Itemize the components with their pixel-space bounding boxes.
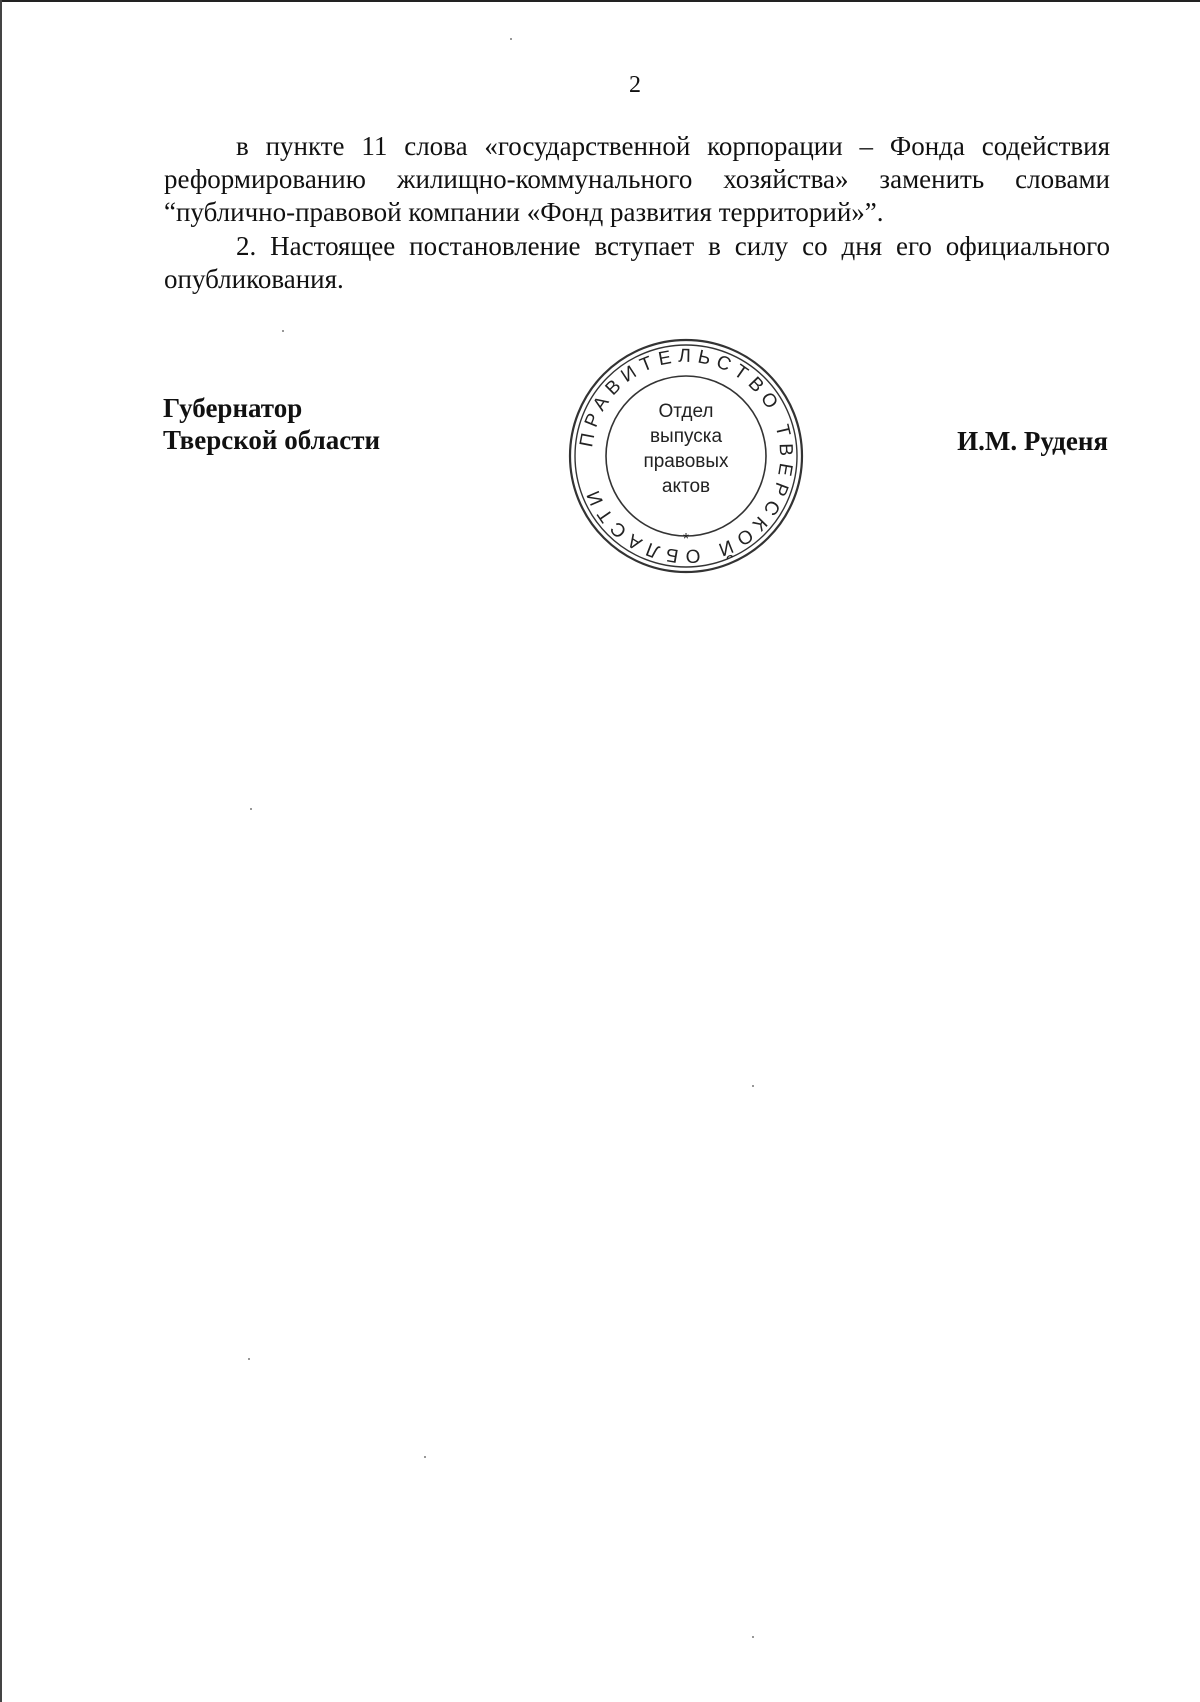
stamp-center-text bbox=[567, 399, 805, 499]
paragraph-effective-date: 2. Настоящее постановление вступает в силу со дня его официального опубликования. bbox=[164, 231, 1110, 294]
signatory-title-line2: Тверской области bbox=[163, 425, 381, 455]
stamp-center-line: выпуска bbox=[649, 426, 723, 447]
signatory-name: И.М. Руденя bbox=[957, 426, 1108, 456]
scan-speck bbox=[248, 1358, 250, 1360]
page-border-left bbox=[0, 0, 2, 1702]
scan-speck bbox=[250, 808, 252, 810]
stamp-ring-text: ПРАВИТЕЛЬСТВО ТВЕРСКОЙ ОБЛАСТИ bbox=[576, 345, 797, 567]
scan-speck bbox=[752, 1636, 754, 1638]
page-number: 2 bbox=[629, 72, 641, 98]
scan-speck bbox=[424, 1456, 426, 1458]
stamp-center-line: актов bbox=[661, 476, 711, 497]
stamp-center-line: правовых bbox=[643, 451, 729, 472]
scan-speck bbox=[752, 1085, 754, 1087]
document-body bbox=[164, 130, 1110, 296]
official-stamp bbox=[567, 337, 805, 575]
page-border-top bbox=[0, 0, 1200, 2]
stamp-center-line: Отдел bbox=[658, 401, 714, 422]
scan-speck bbox=[510, 38, 512, 40]
signatory-title-line1: Губернатор bbox=[163, 393, 303, 423]
scan-speck bbox=[282, 330, 284, 332]
stamp-star: * bbox=[682, 531, 690, 548]
paragraph-amendment: в пункте 11 слова «государственной корпорации – Фонда содействия реформированию жилищно-коммунального хозяйства» заменить словами “публично-правовой компании «Фонд развития территорий»”. bbox=[164, 131, 1110, 227]
signatory-title bbox=[163, 392, 380, 456]
